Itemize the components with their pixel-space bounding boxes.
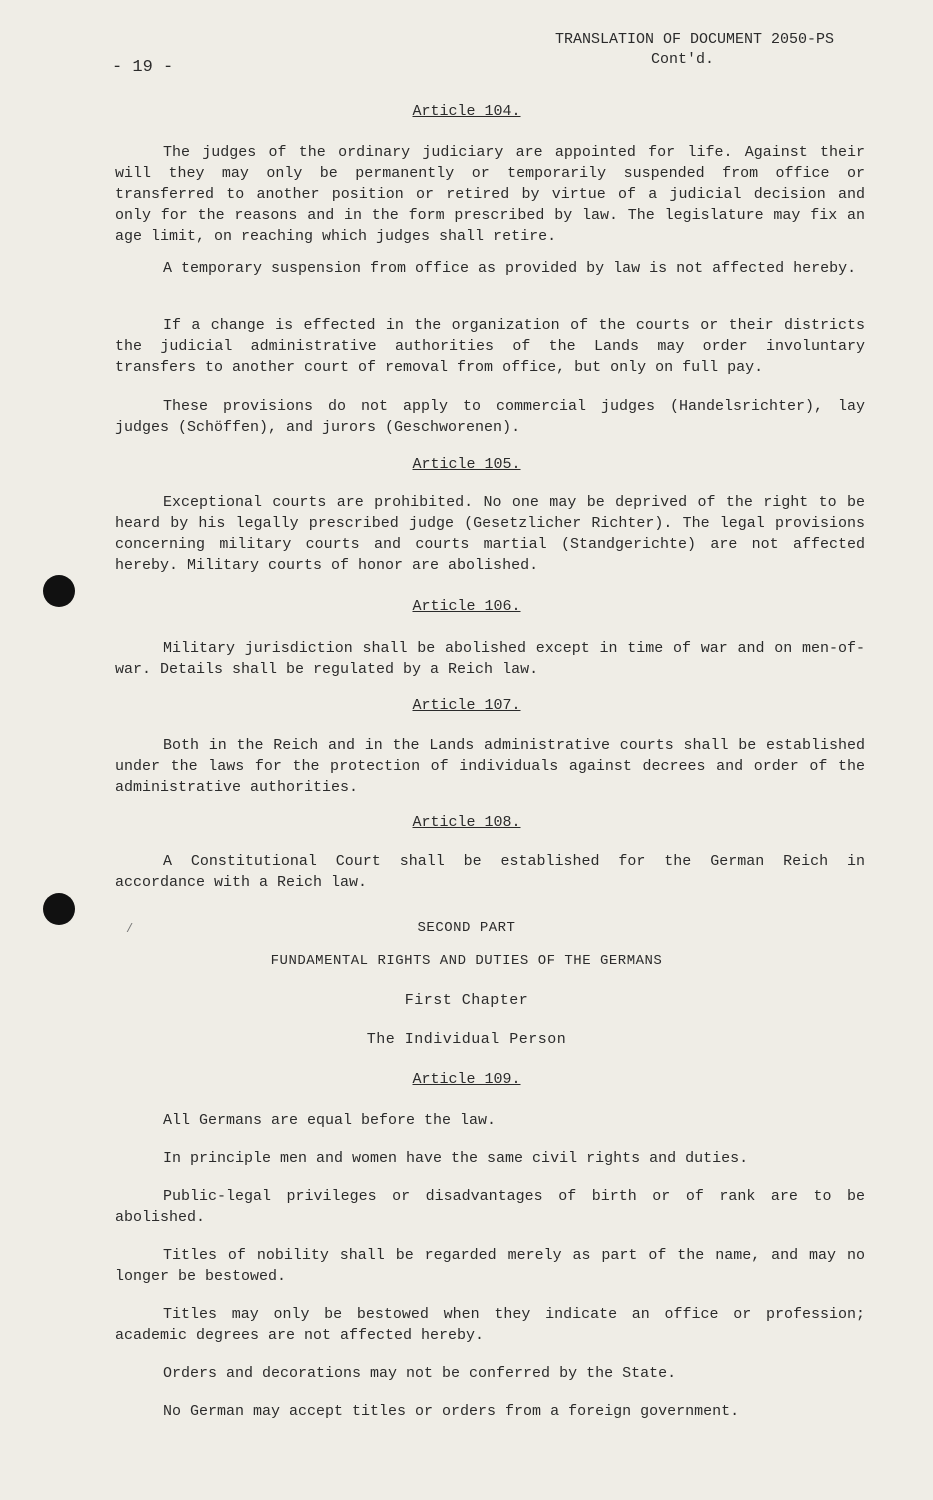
- article-109-heading: Article 109.: [412, 1071, 521, 1088]
- margin-mark: /: [126, 922, 134, 936]
- article-109-paragraph-7: No German may accept titles or orders from a foreign government.: [163, 1403, 740, 1420]
- article-104-paragraph-2: A temporary suspension from office as provided by law is not affected hereby.: [163, 260, 857, 277]
- article-104-paragraph-4: These provisions do not apply to commercial judges (Handelsrichter), lay judges (Schöffen), and jurors (Geschworenen).: [115, 398, 865, 436]
- article-106-paragraph-1: Military jurisdiction shall be abolished except in time of war and on men-of-war. Details shall be regulated by a Reich law.: [115, 640, 865, 678]
- article-107-heading: Article 107.: [412, 697, 521, 714]
- chapter-label: First Chapter: [404, 992, 529, 1009]
- article-109-paragraph-2: In principle men and women have the same civil rights and duties.: [163, 1150, 749, 1167]
- article-106-heading: Article 106.: [412, 598, 521, 615]
- article-108-heading: Article 108.: [412, 814, 521, 831]
- article-105-paragraph-1: Exceptional courts are prohibited. No one may be deprived of the right to be heard by his legally prescribed judge (Gesetzlicher Richter). The legal provisions concerning military courts and courts martial (Standgerichte) are not affected hereby. Military courts of honor are abolished.: [115, 494, 865, 574]
- document-title: TRANSLATION OF DOCUMENT 2050-PS: [555, 31, 835, 48]
- article-104-paragraph-1: The judges of the ordinary judiciary are appointed for life. Against their will they may only be permanently or temporarily suspended from office or transferred to another position or retired by virtue of a judicial decision and only for the reasons and in the form prescribed by law. The legislature may fix an age limit, on reaching which judges shall retire.: [115, 144, 865, 245]
- article-104-heading: Article 104.: [412, 103, 521, 120]
- article-109-paragraph-6: Orders and decorations may not be conferred by the State.: [163, 1365, 677, 1382]
- continued-label: Cont'd.: [651, 51, 715, 68]
- article-109-paragraph-5: Titles may only be bestowed when they indicate an office or profession; academic degrees are not affected hereby.: [115, 1306, 865, 1344]
- article-109-paragraph-4: Titles of nobility shall be regarded merely as part of the name, and may no longer be bestowed.: [115, 1247, 865, 1285]
- article-109-paragraph-1: All Germans are equal before the law.: [163, 1112, 497, 1129]
- article-104-paragraph-3: If a change is effected in the organization of the courts or their districts the judicial administrative authorities of the Lands may order involuntary transfers to another court of removal from office, but only on full pay.: [115, 317, 865, 376]
- part-title: SECOND PART: [417, 920, 516, 936]
- article-108-paragraph-1: A Constitutional Court shall be established for the German Reich in accordance with a Reich law.: [115, 853, 865, 891]
- article-105-heading: Article 105.: [412, 456, 521, 473]
- chapter-title: The Individual Person: [366, 1031, 567, 1048]
- document-header: [555, 30, 834, 70]
- article-107-paragraph-1: Both in the Reich and in the Lands administrative courts shall be established under the laws for the protection of individuals against decrees and order of the administrative authorities.: [115, 737, 865, 796]
- article-109-paragraph-3: Public-legal privileges or disadvantages of birth or of rank are to be abolished.: [115, 1188, 865, 1226]
- part-subtitle: FUNDAMENTAL RIGHTS AND DUTIES OF THE GERMANS: [270, 953, 663, 969]
- page-number: - 19 -: [112, 58, 174, 77]
